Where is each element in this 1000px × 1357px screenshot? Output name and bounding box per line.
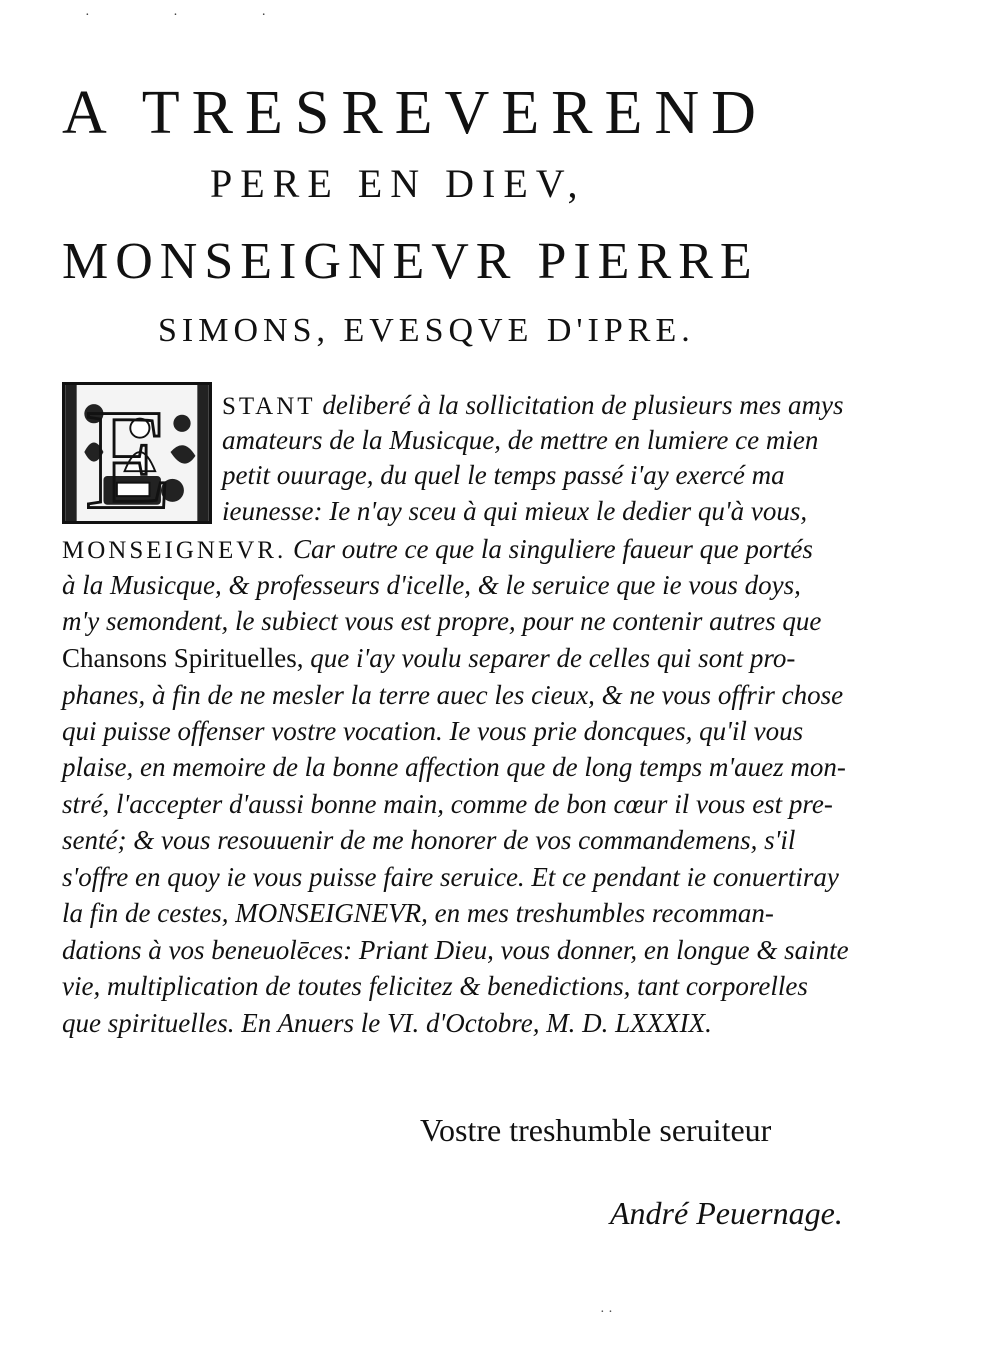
letter-line-text: que i'ay voulu separer de celles qui sont pro-	[303, 643, 796, 673]
letter-line-text: amateurs de la Musicque, de mettre en lumiere ce mien	[222, 425, 819, 455]
letter-line	[62, 862, 839, 893]
letter-line-text: petit ouurage, du quel le temps passé i'ay exercé ma	[222, 460, 785, 490]
title-line-3: MONSEIGNEVR PIERRE	[62, 233, 759, 290]
letter-line	[62, 935, 849, 966]
letter-line	[62, 643, 795, 674]
letter-line-text: stré, l'accepter d'aussi bonne main, comme de bon cœur il vous est pre-	[62, 789, 833, 819]
title-line-1: A TRESREVEREND	[62, 79, 768, 147]
page-specks: · · ·	[85, 8, 306, 23]
signature: André Peuernage.	[610, 1195, 843, 1231]
letter-line	[62, 680, 843, 711]
letter-line-text: phanes, à fin de ne mesler la terre auec les cieux, & ne vous offrir chose	[62, 680, 844, 710]
letter-line	[62, 898, 774, 929]
letter-line	[62, 716, 803, 747]
letter-line-text: la fin de cestes, MONSEIGNEVR, en mes treshumbles recomman-	[62, 898, 774, 928]
letter-line-roman: STANT	[222, 393, 316, 420]
letter-line-roman: MONSEIGNEVR.	[62, 537, 287, 564]
title-line-2: PERE EN DIEV,	[210, 161, 586, 206]
letter-line-text: que spirituelles. En Anuers le VI. d'Octobre, M. D. LXXXIX.	[62, 1008, 712, 1038]
letter-line-text: Car outre ce que la singuliere faueur que portés	[286, 534, 813, 564]
letter-line	[62, 752, 846, 783]
letter-line-text: ieunesse: Ie n'ay sceu à qui mieux le dedier qu'à vous,	[222, 496, 808, 526]
dropcap-letter: E	[84, 385, 173, 521]
letter-line	[62, 1008, 712, 1039]
letter-line	[62, 971, 808, 1002]
letter-line-text: plaise, en memoire de la bonne affection que de long temps m'auez mon-	[62, 752, 846, 782]
letter-line	[62, 534, 813, 565]
title-line-4: SIMONS, EVESQVE D'IPRE.	[158, 312, 695, 349]
letter-line-text: vie, multiplication de toutes felicitez & benedictions, tant corporelles	[62, 971, 808, 1001]
letter-line	[222, 460, 785, 491]
letter-line-roman: Chansons Spirituelles,	[62, 643, 304, 673]
letter-line	[222, 496, 807, 527]
letter-line-text: deliberé à la sollicitation de plusieurs mes amys	[315, 390, 844, 420]
letter-line	[222, 390, 844, 421]
letter-line	[62, 789, 833, 820]
letter-line	[62, 825, 795, 856]
decorated-initial-e	[62, 382, 212, 524]
letter-line	[62, 606, 821, 637]
letter-line-text: m'y semondent, le subiect vous est propre, pour ne contenir autres que	[62, 606, 822, 636]
page-specks: · ·	[600, 1305, 613, 1320]
woodcut-initial-icon	[65, 385, 209, 521]
letter-line-text: s'offre en quoy ie vous puisse faire seruice. Et ce pendant ie conuertiray	[62, 862, 839, 892]
closing-phrase: Vostre treshumble seruiteur	[420, 1112, 772, 1148]
letter-line-text: senté; & vous resouuenir de me honorer de vos commandemens, s'il	[62, 825, 796, 855]
letter-line-text: à la Musicque, & professeurs d'icelle, & le seruice que ie vous doys,	[62, 570, 801, 600]
letter-line	[62, 570, 801, 601]
letter-line-text: qui puisse offenser vostre vocation. Ie vous prie doncques, qu'il vous	[62, 716, 804, 746]
letter-line	[222, 425, 818, 456]
letter-line-text: dations à vos beneuolēces: Priant Dieu, vous donner, en longue & sainte	[62, 935, 849, 965]
